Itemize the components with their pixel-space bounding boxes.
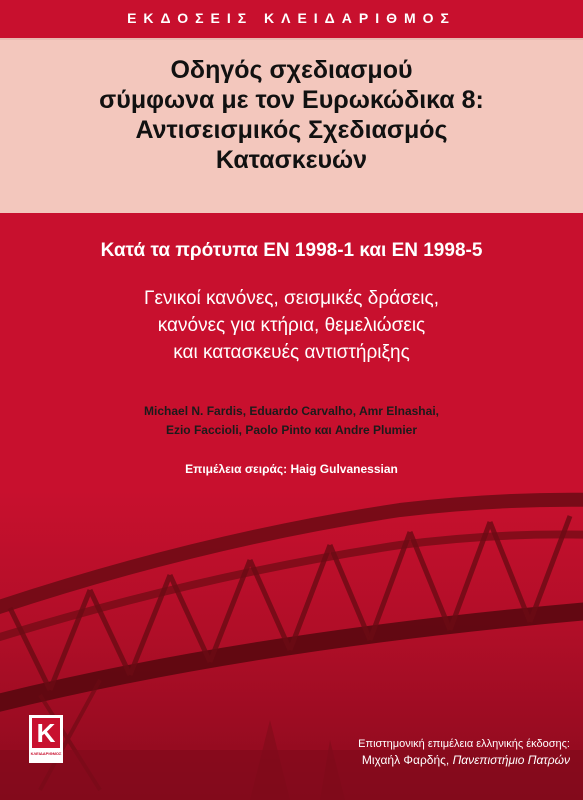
- greek-editor: [0, 752, 570, 768]
- title-band: [0, 40, 583, 213]
- series-editor: Επιμέλεια σειράς: Haig Gulvanessian: [185, 462, 398, 476]
- standards-subtitle: Κατά τα πρότυπα EN 1998-1 και EN 1998-5: [100, 240, 483, 261]
- title-line: σύμφωνα με τον Ευρωκώδικα 8:: [99, 86, 484, 114]
- greek-edition-label: Επιστημονική επιμέλεια ελληνικής έκδοσης:: [358, 738, 570, 750]
- greek-editor-affiliation: Πανεπιστήμιο Πατρών: [452, 753, 570, 767]
- topics-line: Γενικοί κανόνες, σεισμικές δράσεις,: [144, 288, 439, 309]
- authors-line: Michael N. Fardis, Eduardo Carvalho, Amr Elnashai,: [144, 404, 439, 418]
- title-line: Αντισεισμικός Σχεδιασμός: [135, 116, 448, 144]
- logo-letter: K: [32, 718, 60, 748]
- publisher-band: [0, 0, 583, 40]
- topics-line: κανόνες για κτήρια, θεμελιώσεις: [157, 315, 426, 336]
- greek-edition-credits: [0, 736, 570, 768]
- authors-line: Ezio Faccioli, Paolo Pinto και Andre Plumier: [165, 423, 418, 437]
- greek-editor-name: Μιχαήλ Φαρδής,: [361, 753, 450, 767]
- publisher-name: ΕΚΔΟΣΕΙΣ ΚΛΕΙΔΑΡΙΘΜΟΣ: [127, 10, 456, 26]
- book-title: [0, 55, 583, 175]
- topics-line: και κατασκευές αντιστήριξης: [173, 342, 410, 363]
- title-line: Κατασκευών: [215, 146, 368, 174]
- title-line: Οδηγός σχεδιασμού: [170, 56, 413, 84]
- authors: [0, 402, 583, 440]
- logo-text: ΚΛΕΙΔΑΡΙΘΜΟΣ: [30, 751, 62, 756]
- topics-subtitle: [0, 285, 583, 366]
